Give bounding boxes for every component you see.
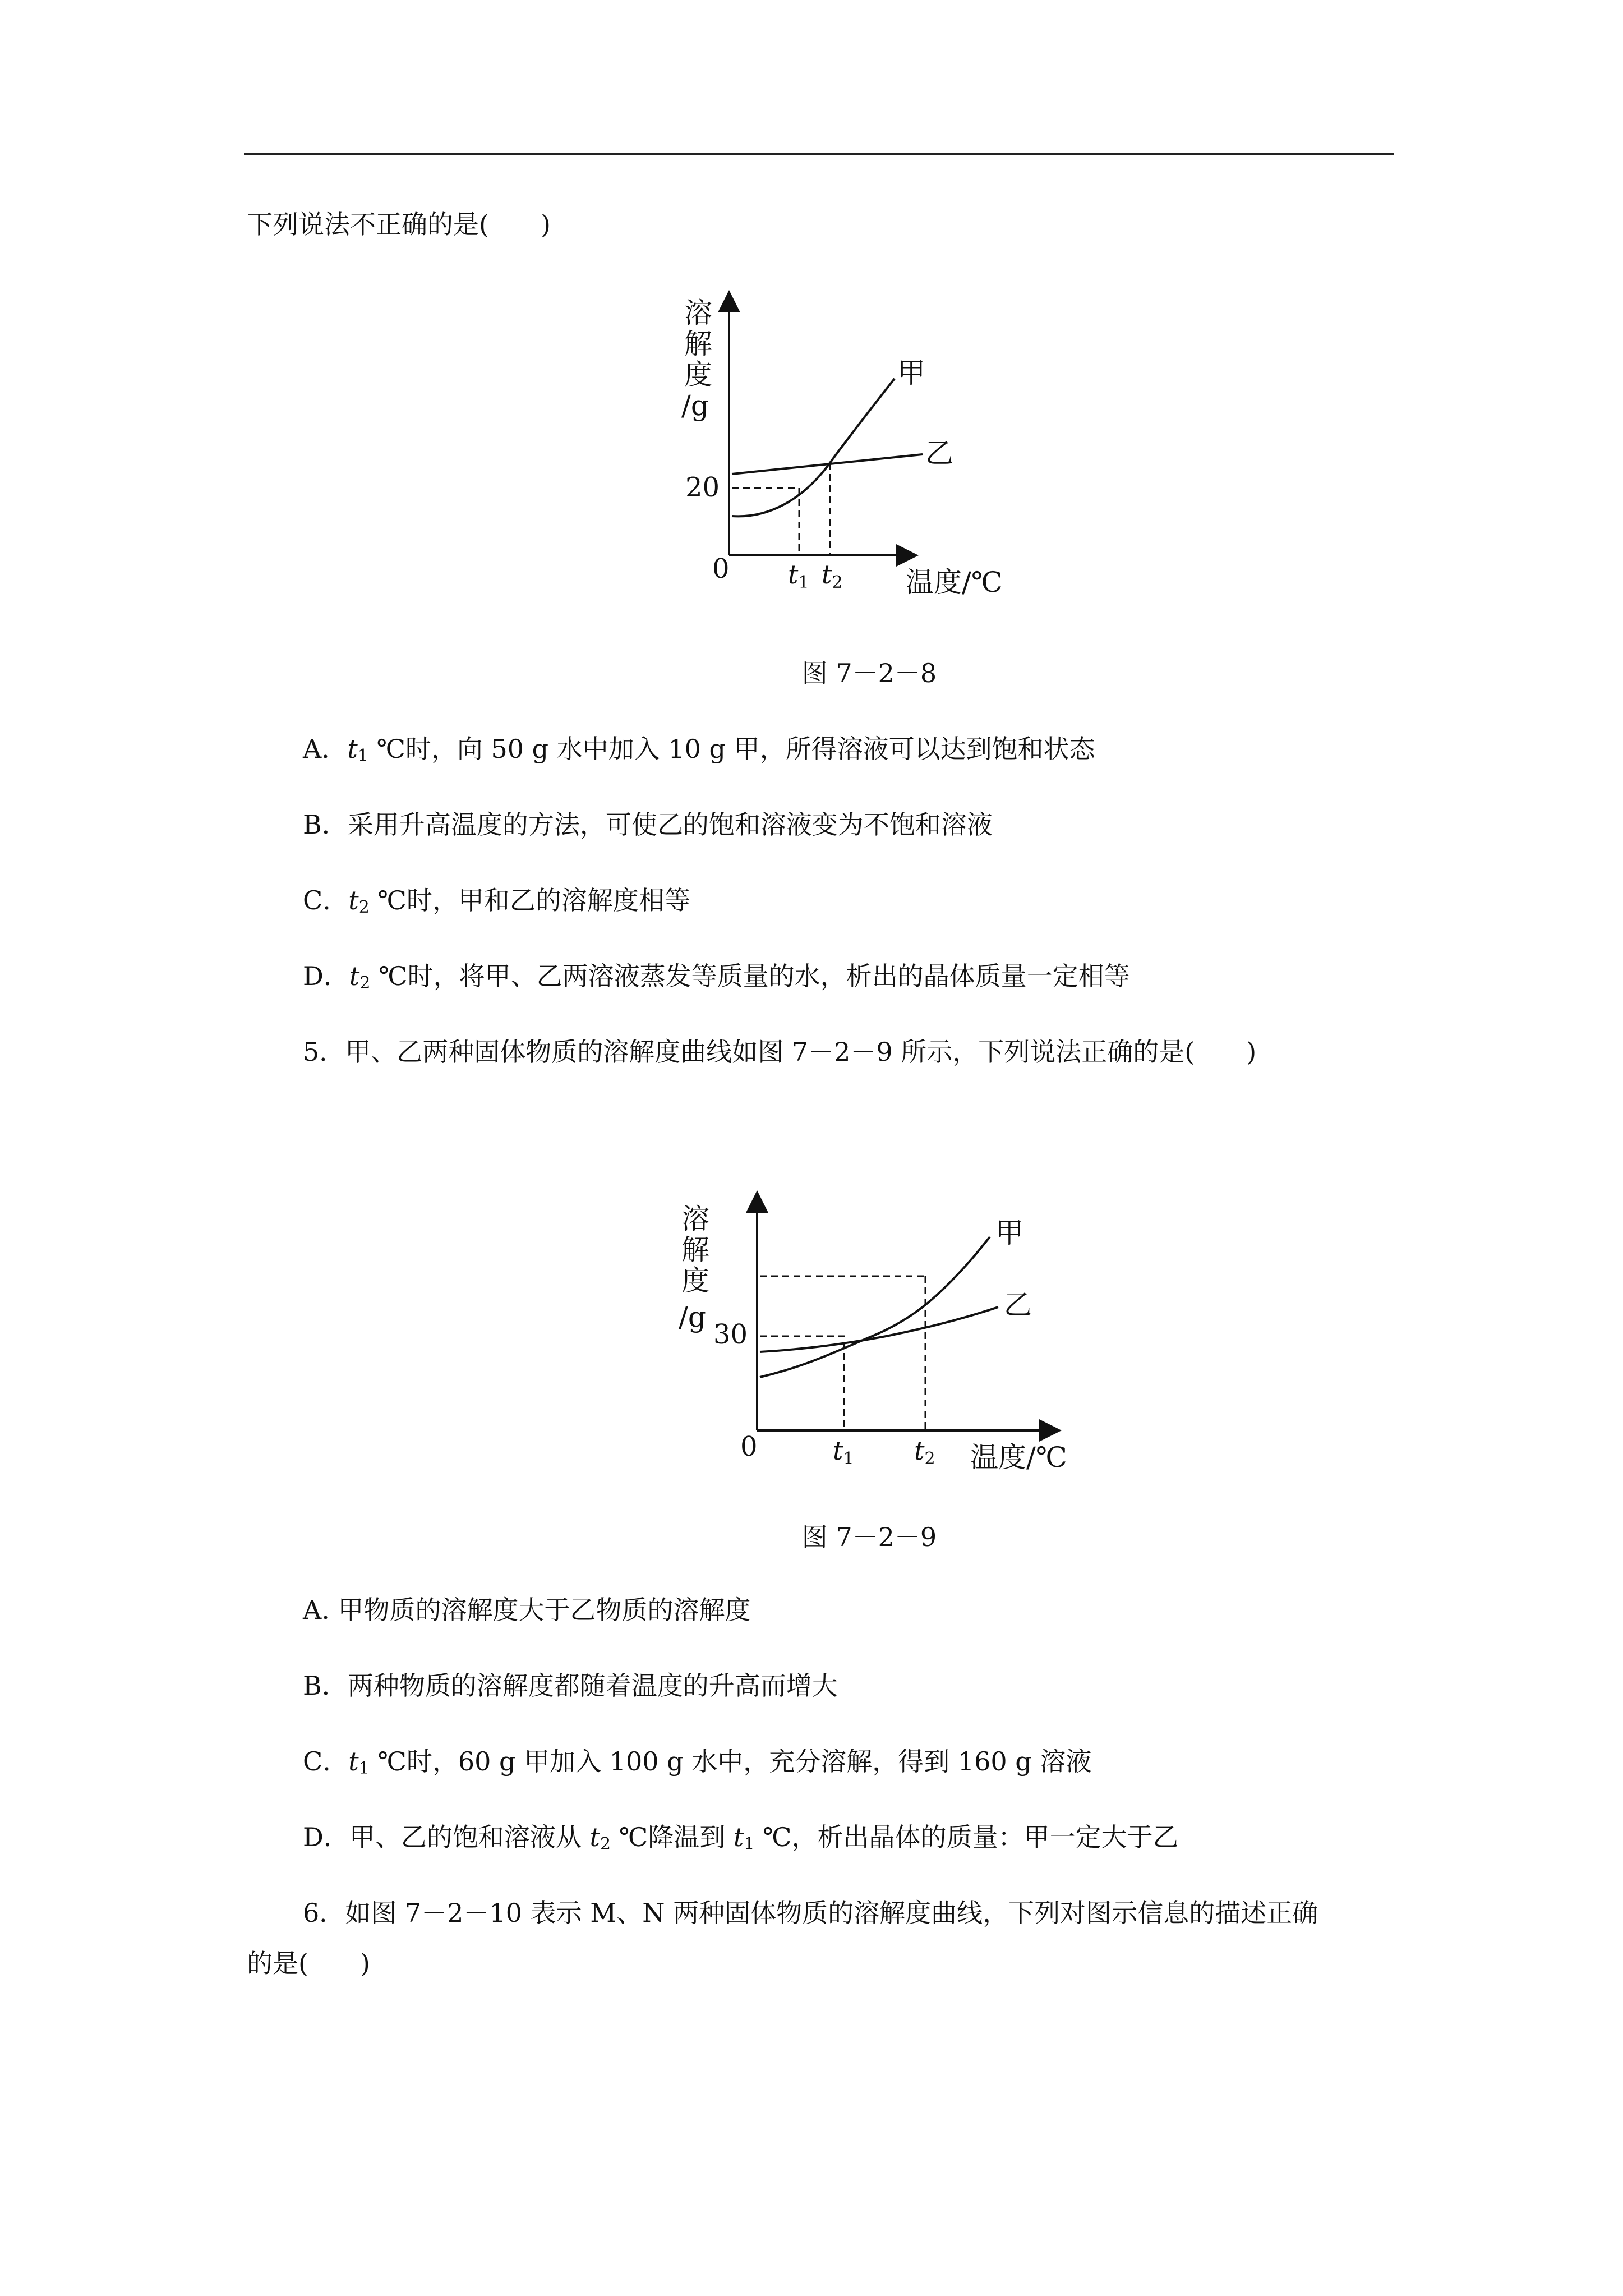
q5-option-d: D．甲、乙的饱和溶液从 $t_2$ ℃降温到 $t_1$ ℃，析出晶体的质量：甲一定大于乙 [303,1822,1179,1854]
q4-option-a: A．$t_1$ ℃时，向 50 g 水中加入 10 g 甲，所得溶液可以达到饱和状态 [303,734,1095,766]
series-jia-label: 甲 [995,1217,1023,1249]
question-intro: 下列说法不正确的是( ) [247,209,551,240]
q4-option-b: B．采用升高温度的方法，可使乙的饱和溶液变为不饱和溶液 [303,809,993,840]
t1-label: t1 [788,559,809,592]
y-tick-label: 30 [713,1319,748,1350]
question-6-line-2: 的是( ) [247,1948,370,1978]
q5-option-c: C．$t_1$ ℃时，60 g 甲加入 100 g 水中，充分溶解，得到 160 g 溶液 [303,1746,1092,1778]
q4-option-c: C．$t_2$ ℃时，甲和乙的溶解度相等 [303,885,690,917]
origin-label: 0 [740,1431,758,1462]
q5-option-a: A. 甲物质的溶解度大于乙物质的溶解度 [303,1595,751,1625]
figure-7-2-8 [662,280,1043,617]
y-tick-label: 20 [685,472,720,503]
t2-label: t2 [914,1435,935,1469]
figure-1-caption: 图 7－2－8 [801,658,937,688]
question-6-line-1: 6．如图 7－2－10 表示 M、N 两种固体物质的溶解度曲线，下列对图示信息的描述正确 [303,1898,1318,1928]
t1-label: t1 [833,1435,854,1469]
series-jia-curve [732,379,895,516]
x-axis-label: 温度/℃ [906,566,1003,599]
guide-t1 [732,488,799,555]
series-yi-curve [760,1307,998,1352]
x-axis-label: 温度/℃ [970,1441,1067,1474]
y-axis-label-4: /g [681,389,709,422]
q4-option-d: D．$t_2$ ℃时，将甲、乙两溶液蒸发等质量的水，析出的晶体质量一定相等 [303,961,1130,993]
y-axis-label-3: 度 [681,1264,709,1297]
series-jia-curve [760,1237,990,1377]
series-yi-label: 乙 [925,437,953,470]
y-axis-label-4: /g [679,1301,706,1333]
y-axis-label-1: 溶 [684,297,712,329]
question-5: 5．甲、乙两种固体物质的溶解度曲线如图 7－2－9 所示，下列说法正确的是( ) [303,1037,1257,1067]
series-yi-label: 乙 [1004,1289,1032,1321]
figure-7-2-9 [662,1184,1088,1498]
origin-label: 0 [712,553,730,585]
q5-option-b: B．两种物质的溶解度都随着温度的升高而增大 [303,1671,838,1701]
t2-label: t2 [822,559,843,592]
y-axis-label-2: 解 [681,1234,709,1266]
series-jia-label: 甲 [897,357,925,389]
y-axis-label-1: 溶 [681,1203,709,1235]
header-rule [244,153,1394,155]
figure-2-caption: 图 7－2－9 [801,1522,937,1552]
series-yi-curve [732,454,923,474]
y-axis-label-2: 解 [684,328,712,360]
y-axis-label-3: 度 [684,358,712,391]
